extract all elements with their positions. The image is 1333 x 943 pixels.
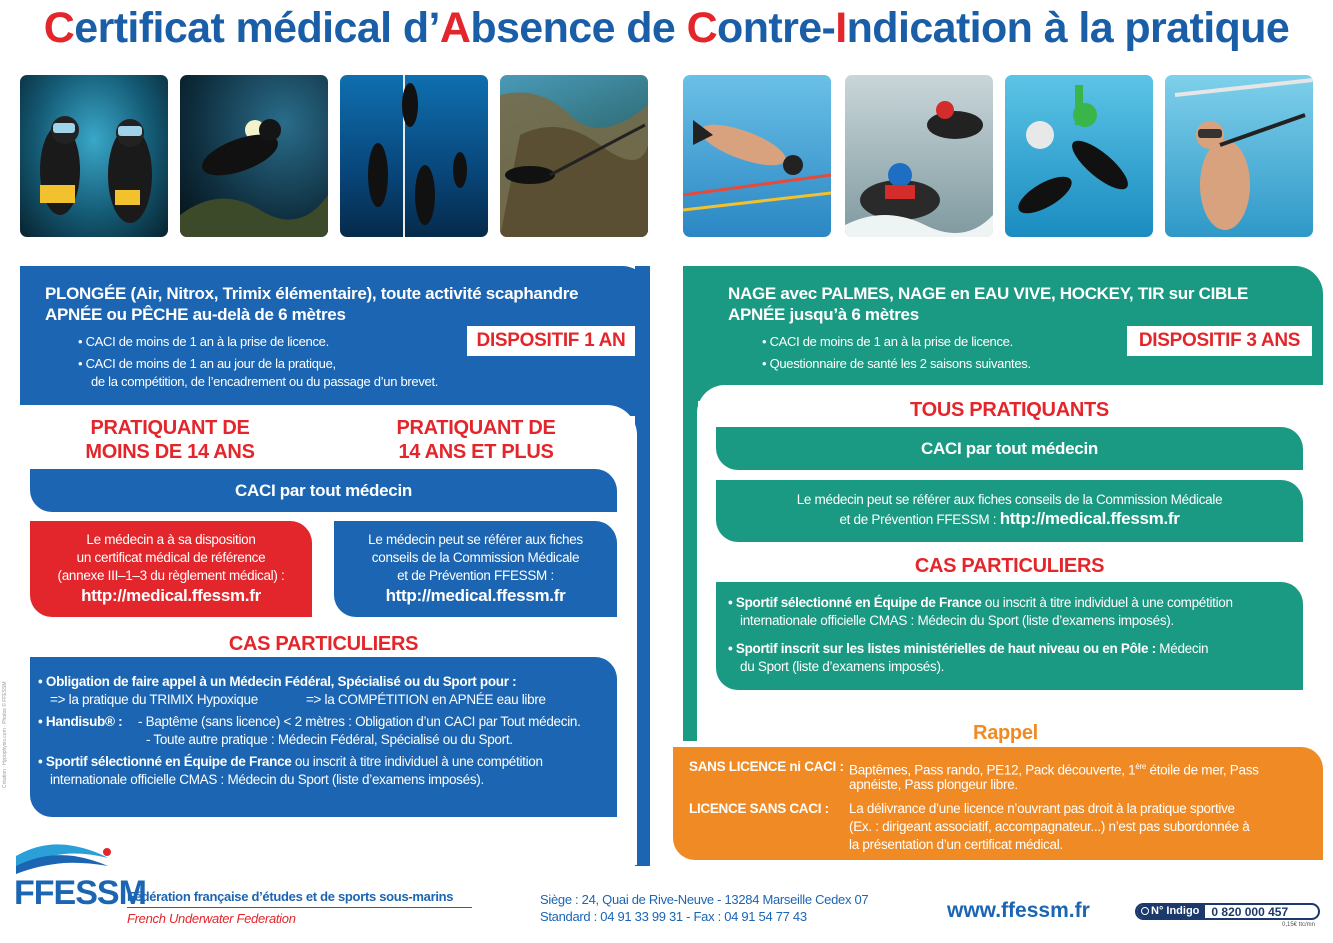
indigo-number-badge: [1135, 903, 1320, 920]
cas-item1-subs: => la pratique du TRIMIX Hypoxique => la COMPÉTITION en APNÉE eau libre: [50, 692, 546, 707]
right-cas-particuliers-box: • Sportif sélectionné en Équipe de France ou inscrit à titre individuel à une compétition internationale officielle CMAS : Médecin du Sport (liste d’examens imposés). • Sportif inscrit sur les listes ministérielles de haut niveau ou en Pôle : Médecin du Sport (liste d’examens imposés).: [716, 582, 1303, 690]
indigo-icon: [1141, 907, 1149, 915]
tous-pratiquants-heading: TOUS PRATIQUANTS: [910, 399, 1109, 421]
ffessm-logo-text: FFESSM: [14, 874, 146, 912]
left-caci-all-doctors: CACI par tout médecin: [30, 469, 617, 512]
right-activity-heading: NAGE avec PALMES, NAGE en EAU VIVE, HOCKEY, TIR sur CIBLE APNÉE jusqu’à 6 mètres: [728, 284, 1249, 324]
reference-certificate-box: Le médecin a à sa disposition un certificat médical de référence (annexe III–1–3 du règlement médical) : http://medical.ffessm.fr: [30, 521, 312, 617]
medical-link[interactable]: http://medical.ffessm.fr: [81, 586, 261, 605]
over-14-heading: PRATIQUANT DE 14 ANS ET PLUS: [396, 417, 556, 463]
website-link[interactable]: www.ffessm.fr: [947, 899, 1090, 922]
left-cas-particuliers-title: CAS PARTICULIERS: [228, 633, 419, 655]
right-caci-all-doctors: CACI par tout médecin: [716, 427, 1303, 470]
title-initial: C: [686, 4, 718, 52]
sans-licence-row: SANS LICENCE ni CACI : Baptêmes, Pass rando, PE12, Pack découverte, 1ère étoile de mer, Pass apnéiste, Pass plongeur libre.: [689, 759, 1259, 792]
cas-equipe-de-france: • Sportif sélectionné en Équipe de France ou inscrit à titre individuel à une compétition: [38, 754, 543, 769]
dispositif-1-an-badge: DISPOSITIF 1 AN: [467, 326, 635, 356]
side-credit: Création : Hypophysis.com · Photos © FFESSM: [2, 681, 8, 788]
footer-address: Siège : 24, Quai de Rive-Neuve - 13284 Marseille Cedex 07: [540, 892, 869, 907]
page-title: [0, 4, 1333, 53]
left-bullets: • CACI de moins de 1 an à la prise de licence. • CACI de moins de 1 an au jour de la pratique, de la compétition, de l’encadrement ou du passage d’un brevet.: [78, 334, 439, 389]
photo-fin-swimmer: [683, 75, 831, 237]
right-commission-box: Le médecin peut se référer aux fiches conseils de la Commission Médicale et de Prévention FFESSM : http://medical.ffessm.fr: [716, 480, 1303, 542]
rappel-heading: Rappel: [973, 722, 1038, 744]
photo-apnea-line: [340, 75, 488, 237]
photo-underwater-hockey: [1005, 75, 1153, 237]
title-segment: ertificat médical d’: [74, 4, 440, 52]
photo-divers-cave: [20, 75, 168, 237]
medical-link[interactable]: http://medical.ffessm.fr: [385, 586, 566, 605]
indigo-number: 0 820 000 457: [1211, 904, 1289, 919]
under-14-heading: PRATIQUANT DE MOINS DE 14 ANS: [85, 417, 255, 463]
licence-sans-caci-row: LICENCE SANS CACI : La délivrance d’une licence n’ouvrant pas droit à la pratique sportive (Ex. : dirigeant associatif, accompagnateur...) n’est pas subordonnée à la présentation d’un certificat médical.: [689, 801, 1250, 852]
federation-name-en: French Underwater Federation: [127, 911, 296, 926]
left-vertical-bar: [635, 266, 650, 866]
left-activity-heading: PLONGÉE (Air, Nitrox, Trimix élémentaire), toute activité scaphandre APNÉE ou PÊCHE au-delà de 6 mètres: [45, 284, 579, 324]
footer-phones: Standard : 04 91 33 99 31 - Fax : 04 91 54 77 43: [540, 909, 807, 924]
federation-name-fr: Fédération française d’études et de sports sous-marins: [127, 889, 472, 908]
left-cas-particuliers-box: • Obligation de faire appel à un Médecin Fédéral, Spécialisé ou du Sport pour : => la pratique du TRIMIX Hypoxique => la COMPÉTITION en APNÉE eau libre • Handisub® : - Baptême (sans licence) < 2 mètres : Obligation d’un CACI par Tout médecin. - Toute autre pratique : Médecin Fédéral, Spécialisé ou du Sport. • Sportif sélectionné en Équipe de France ou inscrit à titre individuel à une compétition internationale officielle CMAS : Médecin du Sport (liste d’examens imposés).: [30, 657, 617, 817]
right-vertical-bar: [683, 266, 698, 741]
photo-target-shooting: [1165, 75, 1313, 237]
commission-fiches-box: Le médecin peut se référer aux fiches conseils de la Commission Médicale et de Prévention FFESSM : http://medical.ffessm.fr: [334, 521, 617, 617]
indigo-label: N° Indigo: [1137, 905, 1205, 918]
title-initial: I: [835, 4, 847, 52]
rappel-content: [689, 758, 1314, 856]
medical-link[interactable]: http://medical.ffessm.fr: [999, 509, 1180, 528]
title-initial: A: [439, 4, 471, 52]
dispositif-3-ans-badge: DISPOSITIF 3 ANS: [1127, 326, 1312, 356]
ffessm-wave-logo: [14, 838, 114, 874]
photo-spearfishing: [500, 75, 648, 237]
photo-diver-torch: [180, 75, 328, 237]
title-segment: bsence de: [470, 4, 687, 52]
cas-handisub: • Handisub® : - Baptême (sans licence) < 2 mètres : Obligation d’un CACI par Tout médecin. - Toute autre pratique : Médecin Fédéral, Spécialisé ou du Sport.: [38, 714, 581, 747]
title-initial: C: [43, 4, 75, 52]
title-segment: ontre-: [717, 4, 836, 52]
right-cas-particuliers-title: CAS PARTICULIERS: [914, 555, 1105, 577]
photo-whitewater: [845, 75, 993, 237]
indigo-price: 0,15€ ttc/mn: [1282, 922, 1316, 928]
cas-haut-niveau: • Sportif inscrit sur les listes ministérielles de haut niveau ou en Pôle : Médecin: [728, 641, 1209, 656]
title-segment: ndication à la pratique: [846, 4, 1290, 52]
right-bullets: • CACI de moins de 1 an à la prise de licence. • Questionnaire de santé les 2 saisons suivantes.: [762, 334, 1031, 371]
cas-equipe-de-france: • Sportif sélectionné en Équipe de France ou inscrit à titre individuel à une compétition: [728, 595, 1233, 610]
